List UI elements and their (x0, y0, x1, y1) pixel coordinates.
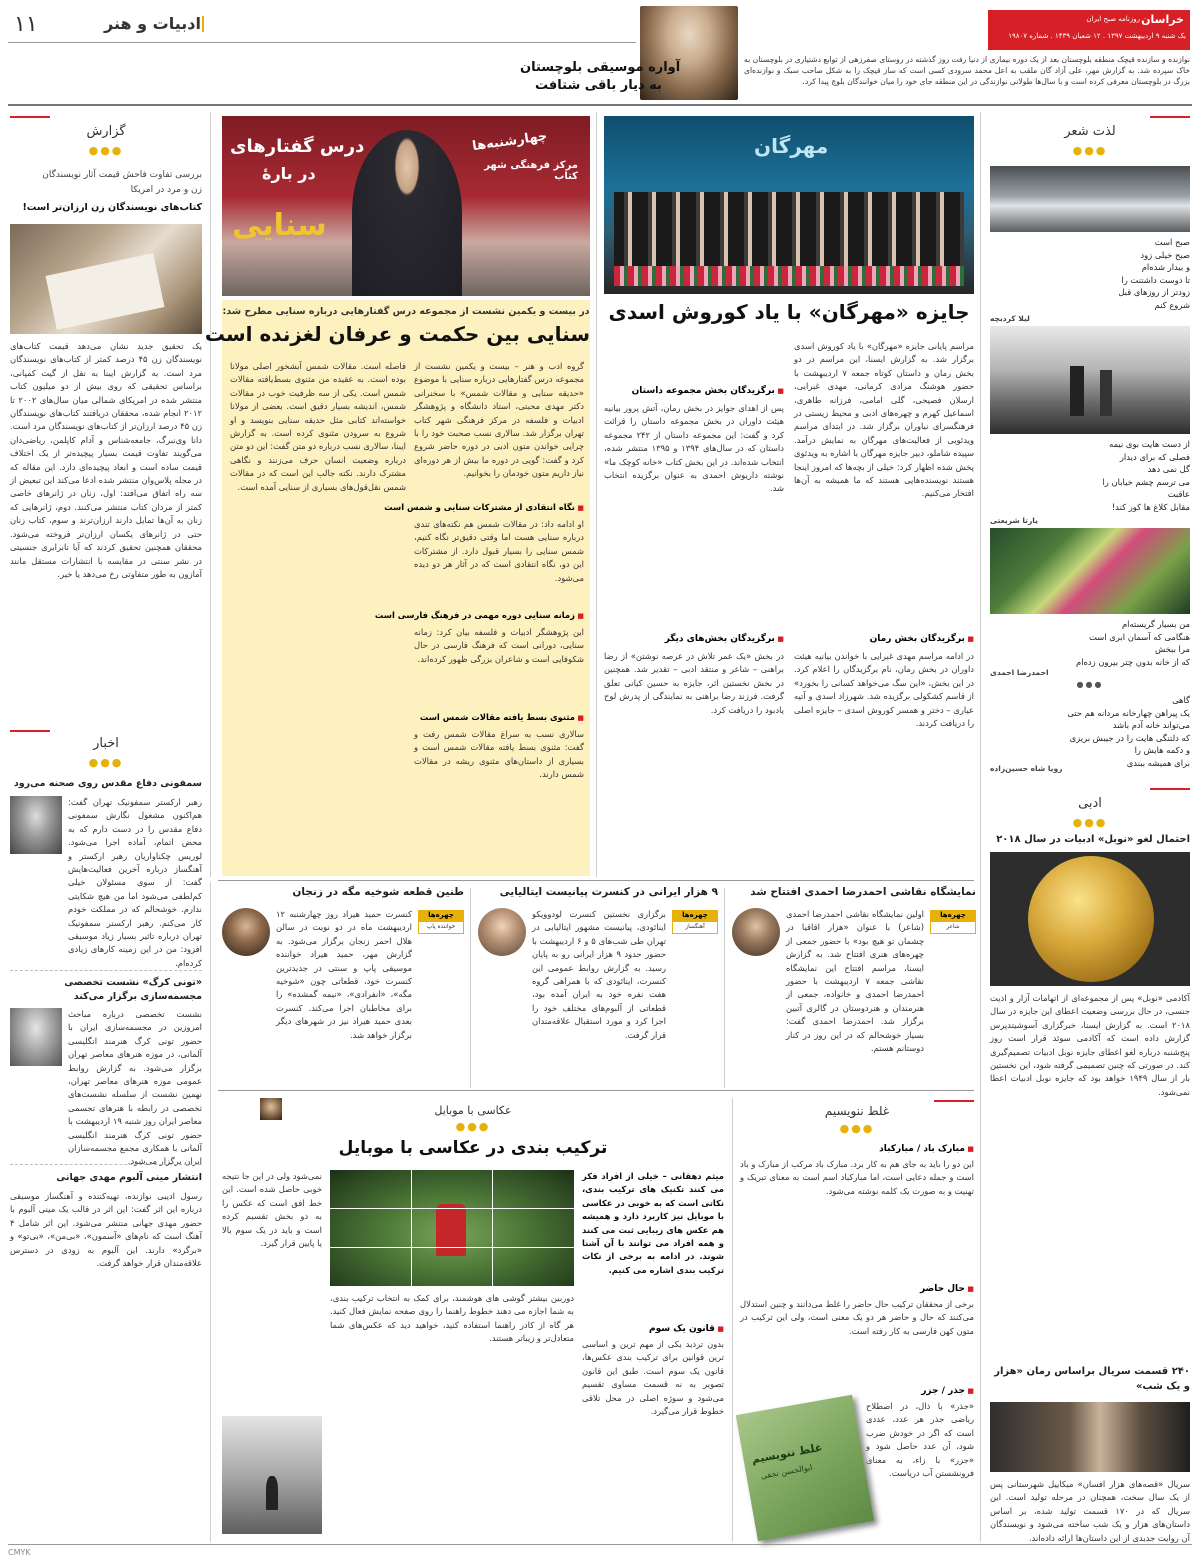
sanaei-box-body: فاصله است. مقالات شمس آبشخور اصلی مولانا بوده است. به عقیده من مثنوی بسط‌یافته مقالات شمس است. یکی از سه ظرفیت خوب در مقالات شمس، اندیشه بسیار دقیق است. بعضی از مولانا خواسته‌اند کتابی مثل حدیقه سنایی بنویسد و او شروع به سرودن مثنوی کرده است. به گزارش ایبنا، سالاری نسب درباره دو متن گفت: این دو متن درباره وضعیت انسان حرف می‌زنند و نگاهی مشترک دارند. نکته جالب این است که در مقالات شمس نقل‌قول‌های بسیاری از سنایی آمده است. (230, 361, 406, 492)
banner-text: سنایی (232, 208, 327, 243)
mehregan-body-3: پس از اهدای جوایز در بخش رمان، آتش پرور بیانیه هیئت داوران در بخش مجموعه داستان را قرائت کرد و گفت: این مجموعه داستان از ۲۴۲ مجموعه داستان که در سال‌های ۱۳۹۴ و ۱۳۹۵ منتشر شده، انتخاب شده‌اند. در این بخش کتاب «خانه کوچک ما» نوشته داریوش احمدی به عنوان برگزیده انتخاب شد. (604, 403, 784, 494)
book-cover (736, 1395, 874, 1542)
painting-news-title: نمایشگاه نقاشی احمدرضا احمدی افتتاح شد (750, 886, 976, 898)
ahmadi-photo (732, 908, 780, 956)
badge-sub: شاعر (930, 921, 976, 934)
mobile-body-3: نمی‌شود ولی در این جا نتیجه خوبی حاصل شده است. این خط افق است که عکس را به دو بخش تقسیم کرده است و باید در یک سوم بالا یا پایین قرار گیرد. (222, 1171, 322, 1249)
piano-news (478, 886, 718, 1086)
walker (1100, 370, 1112, 416)
col-divider (732, 1098, 733, 1542)
banner-text: مرکز فرهنگی شهر کتاب (484, 160, 578, 182)
top-rule (8, 104, 1192, 106)
mehregan-title: جایزه «مهرگان» با یاد کوروش اسدی (608, 300, 970, 324)
chekanavarian-photo (10, 796, 62, 854)
garden-photo (990, 528, 1190, 614)
red-marker (1150, 788, 1190, 790)
sanaei-body-4: سالاری نسب به سراغ مقالات شمس رفت و گفت: مثنوی بسط یافته مقالات شمس است و بسیاری از داستان‌های مثنوی ریشه در مقالات شمس دارند. (414, 729, 584, 780)
grid-line (492, 1170, 493, 1286)
col-divider (210, 882, 211, 1542)
mehregan-body-4: در بخش «یک عمر تلاش در عرصه نوشتن» از رضا براهنی – شاعر و منتقد ادبی – تقدیر شد. همچنین در بخش نخستین اثر، جایزه به حسین کیانی تعلق گرفت. فرزند رضا براهنی به نمایندگی از پدرش لوح یادبود را دریافت کرد. (604, 651, 784, 715)
walker (1070, 366, 1084, 416)
color-bar: CMYK (8, 1548, 31, 1557)
col-divider (210, 112, 211, 877)
badge-sub: آهنگساز (672, 921, 718, 934)
mehregan-body-2: در ادامه مراسم مهدی غبرایی با خواندن بیانیه هیئت داوران در بخش رمان، نام برگزیدگان را اعلام کرد. در این بخش، «این سگ می‌خواهد کسانی را بخورد» از قاسم کشکولی برگزیده شد. شهرزاد اسدی و آتیه عیاری – دختر و همسر کوروش اسدی – جایزه اصلی را دریافت کردند. (794, 651, 974, 729)
section-divider (202, 16, 204, 32)
col-divider (980, 112, 981, 1542)
poem-4: گاهی یک پیراهن چهارخانه مردانه هم حتی می‌تواند خانه آدم باشد که دلتنگی هایت را در جیبش بریزی و دکمه هایش را برای همیشه ببندی (1067, 695, 1190, 768)
ghalat-body-3: «جذر» با ذال، در اصطلاح ریاضی جذر هر عدد، عددی است که اگر در خودش ضرب شود، آن عدد حاصل شود و «جزر» با زاء، به معنای فرونشستن آب دریاست. (866, 1401, 974, 1479)
red-marker (10, 730, 50, 732)
news-2-title: «تونی کرگ» نشست تخصصی مجسمه‌سازی برگزار می‌کند (64, 977, 202, 1002)
painting-news-body: اولین نمایشگاه نقاشی احمدرضا احمدی (شاعر) با عنوان «هزار اقاقیا در چشمان تو هیچ بود» با حضور جمعی از چهره‌های هنری افتتاح شد. به گزارش ایسنا، مراسم افتتاح این نمایشگاه نقاشی جمعه ۷ اردیبهشت با حضور احمدرضا احمدی و خانواده، جمعی از هنرمندان و هنردوستان در گالری آتبین برگزار شد. احمدرضا احمدی گفت: بسیار خوشحالم که در این روز در کنار دوستانم هستم. (786, 909, 924, 1054)
ghalat-sub-2: ■ حال حاضر (920, 1284, 974, 1294)
grid-line (330, 1247, 574, 1248)
masthead (0, 0, 1200, 100)
news-2-body: نشست تخصصی درباره مباحث امروزین در مجسمه‌سازی ایران با حضور تونی کرگ هنرمند انگلیسی آلمانی، در موزه هنرهای معاصر تهران برگزار می‌شود. به گزارش روابط عمومی موزه هنرهای معاصر تهران، نهمین نشست از سلسله نشست‌های تخصصی در رابطه با هنرهای تجسمی معاصر ایران روز شنبه ۱۹ اردیبهشت با حضور تونی کرگ هنرمند انگلیسی آلمانی با همکاری مجمع مجسمه‌سازان ایران برگزار می‌شود. (68, 1009, 202, 1167)
mehregan-sub-other: ■ برگزیدگان بخش‌های دیگر (604, 634, 784, 644)
separator (10, 970, 202, 971)
director-photo (990, 1402, 1190, 1472)
left-column (10, 112, 202, 1542)
news-1-title: سمفونی دفاع مقدس روی صحنه می‌رود (13, 778, 202, 789)
lantern-photo (330, 1170, 574, 1286)
poem-2: از دست هایت بوی نیمه فصلی که برای دیدار گل نمی دهد می ترسم چشم خیابان را عاقبت مقابل کلاغ ها کور کند! (1102, 439, 1190, 512)
poem-3: من بسیار گریسته‌ام هنگامی که آسمان ابری است مرا ببخش که از خانه بدون چتر بیرون زده‌ام (1076, 619, 1190, 667)
report-subtitle-1: بررسی تفاوت فاحش قیمت آثار نویسندگان (42, 170, 202, 180)
red-marker (1150, 116, 1190, 118)
painting-news-body-cont (732, 970, 976, 1080)
banner-text: درس گفتارهای (230, 136, 365, 157)
sanaei-body-2: او ادامه داد: در مقالات شمس هم نکته‌های تندی درباره سنایی هست اما وقتی دقیق‌تر نگاه کنیم، شمس سنایی را بسیار قبول دارد. از مشترکات این دو، نگاه انتقادی است که در آثار هر دو دیده می‌شود. (414, 519, 584, 583)
bottom-title: ۲۴۰ قسمت سریال براساس رمان «هزار و یک شب» (994, 1366, 1190, 1392)
feature-title-2: به دیار باقی شتافت (535, 78, 662, 93)
paper-name: خراسان (1141, 13, 1184, 26)
banner-text: چهارشنبه‌ها (471, 128, 549, 155)
badge-label: چهره‌ها (682, 911, 708, 919)
report-body: یک تحقیق جدید نشان می‌دهد قیمت کتاب‌های نویسندگان زن ۴۵ درصد کمتر از کتاب‌های نویسندگان مرد است. به گزارش ایبنا به نقل از گیت کمپانی، براساس تحقیقی که روی بیش از دو میلیون کتاب منتشر شده در امریکای شمالی میان سال‌های ۲۰۰۲ تا ۲۰۱۲ انجام شده، محققان دریافتند کتاب‌های نویسندگان زن ۴۵ درصد ارزان‌تر از کتاب‌های نویسندگان مرد است. دانا وی‌نبرگ، جامعه‌شناس و آدام کاپلمن، ریاضی‌دان می‌گویند تفاوت قیمت بسیار پیچیده‌تر از یک اختلاف قیمت ساده است و ابعاد پیچیده‌ای دارد. این مقاله که در مجله پلاس‌وان منتشر شده ادعا می‌کند این تبعیض از سه راه اتفاق می‌افتد: اول، زنان در ژانرهای خاصی کمتر از مردان کتاب منتشر می‌کنند. دوم، ژانرهایی که زنان به آن‌ها تمایل دارند ارزان‌ترند و سوم، کتاب زنان حتی در ژانرهای یکسان ارزان‌تر فروخته می‌شود. محققان همچنین تحقیق کردند که آیا نابرابری جنسیتی در نشر سنتی در مقایسه با انتشارات مستقل مانند آمازون به طور متفاوتی رخ می‌دهد یا خیر. (10, 341, 202, 579)
sanaei-kicker: در بیست و یکمین نشست از مجموعه درس گفتارهایی درباره سنایی مطرح شد: (222, 306, 590, 317)
mehregan-body-1: مراسم پایانی جایزه «مهرگان» با یاد کوروش اسدی برگزار شد. به گزارش ایسنا، این مراسم در دو بخش رمان و داستان کوتاه جمعه ۷ اردیبهشت با حضور هوشنگ مرادی کرمانی، مهدی غبرایی، ارسلان فصیحی، گلی امامی، فرزانه طاهری، اسماعیل کهرم و چهره‌های ادبی و محیط زیستی در فرهنگسرای نیاوران برگزار شد. در ابتدای مراسم ویدئویی از فعالیت‌های مهرگان به نمایش درآمد. سپیده شاملو، دبیر جایزه مهرگان با اشاره به ویدئوی پخش شده اظهار کرد: خیلی از بچه‌ها که امروز اینجا هستند نویسنده‌هایی هستند که ما همیشه به آن‌ها افتخار می‌کنیم. (794, 341, 974, 499)
stage-caption: مهرگان (754, 134, 829, 158)
sanaei-body-1: گروه ادب و هنر – بیست و یکمین نشست از مجموعه درس گفتارهایی درباره سنایی با موضوع «حدیقه سنایی و مقالات شمس» با سخنرانی دکتر مهدی محبتی، استاد دانشگاه و پژوهشگر ادبیات و فلسفه در مرکز فرهنگی شهر کتاب تهران برگزار شد. سالاری نسب صحبت خود را با چرایی خواندن متون ادبی در دوره حاضر شروع کرد و گفت: گویی در دوره ما بیش از هر دوره‌ای نیاز داریم متون خودمان را بخوانیم. (414, 361, 584, 479)
paper-subtitle: روزنامه صبح ایران (1086, 15, 1140, 23)
report-title: کتاب‌های نویسندگان زن ارزان‌تر است! (22, 202, 202, 213)
news-3-title: انتشار مینی آلبوم مهدی جهانی (56, 1172, 202, 1183)
sanaei-sub-1: ■ نگاه انتقادی از مشترکات سنایی و شمس است (414, 502, 584, 512)
dots-decor: ●●● (1072, 816, 1108, 829)
bottom-body: سریال «قصه‌های هزار افسان» میکاییل شهرستانی پس از یک سال سخت، همچنان در مرحله تولید است. این سریال که در ۱۷۰ قسمت تولید شده، بر اساس داستان‌های هزار و یک شب ساخته می‌شود و نویسندگان آن روایت جدیدی از این داستان‌ها ارائه داده‌اند. (990, 1479, 1191, 1543)
yellow-box (204, 300, 590, 876)
street-photo (990, 326, 1190, 434)
poet-3: احمدرضا احمدی (990, 668, 1049, 677)
banner-text: در بارهٔ (262, 164, 316, 183)
paper-logo-box (988, 10, 1190, 50)
section-title: ادبیات و هنر (104, 14, 201, 33)
header-rule (8, 42, 636, 43)
bottom-rule (8, 1544, 1192, 1545)
news-kicker: اخبار (93, 736, 119, 751)
child-figure (266, 1476, 278, 1510)
grid-line (330, 1208, 574, 1209)
notebook-shape (45, 253, 164, 330)
mehregan-sub-story: ■ برگزیدگان بخش مجموعه داستان (604, 386, 784, 396)
ghalat-column (740, 1098, 974, 1538)
news-1-body-cont (10, 906, 202, 960)
lantern (436, 1204, 466, 1256)
ghalat-kicker: غلط ننویسیم (824, 1104, 890, 1118)
child-photo (222, 1416, 322, 1534)
mehregan-body-1b (604, 340, 784, 382)
col-divider (724, 888, 725, 1088)
feature-title-1: آواره موسیقی بلوچستان (520, 60, 681, 75)
tony-cragg-photo (10, 1008, 62, 1066)
mobile-body-2: دوربین بیشتر گوشی های هوشمند، برای کمک به انتخاب ترکیب بندی، به شما اجازه می دهند خطوط راهنما را روی صفحه نمایش فعال کنید. هر گاه از کادر راهنما استفاده کنید، خواهید دید که عکس‌های شما متعادل‌تر و زیباتر هستند. (330, 1293, 574, 1344)
mobile-article (222, 1098, 724, 1538)
book-title: غلط ننویسیم (750, 1440, 824, 1467)
faces-badge (418, 910, 464, 934)
sanaei-sub-3: ■ مثنوی بسط یافته مقالات شمس است (414, 712, 584, 722)
ghalat-sub-3: ■ جذر / جزر (921, 1386, 974, 1396)
zanjan-news-body: کنسرت حمید هیراد روز چهارشنبه ۱۲ اردیبهشت ماه در دو نوبت در سالن هلال احمر زنجان برگزار می‌شود. به گزارش مهر، حمید هیراد خواننده موسیقی پاپ و سنتی در جدیدترین کنسرت خود، قطعاتی چون «شوخیه مگه»، «انفرادی»، «نیمه گمشده» را برای مخاطبان اجرا می‌کند. کنسرت بعدی حمید هیراد نیز در شهرهای دیگر برگزار خواهد شد. (276, 909, 412, 1040)
painting-news (732, 886, 976, 1086)
mehregan-sub-novel: ■ برگزیدگان بخش رمان (794, 634, 974, 644)
mehregan-article (604, 116, 974, 876)
date-line: یک شنبه ۹ اردیبهشت ۱۳۹۷ . ۱۲ شعبان ۱۴۳۹ . شماره ۱۹۸۰۷ (1008, 32, 1186, 40)
col-divider (596, 112, 597, 877)
sanaei-sub-2: ■ زمانه سنایی دوره مهمی در فرهنگ فارسی است (414, 610, 584, 620)
nobel-medal-photo (990, 852, 1190, 986)
flowers (614, 266, 964, 286)
zanjan-news (222, 886, 464, 1086)
separator (10, 1164, 202, 1165)
red-marker (10, 116, 50, 118)
badge-label: چهره‌ها (940, 911, 966, 919)
hirad-photo (222, 908, 270, 956)
poetry-kicker: لذت شعر (1064, 124, 1116, 139)
row-divider (218, 1090, 974, 1091)
report-subtitle-2: زن و مرد در امریکا (130, 185, 202, 195)
poet-1: لیلا کردبچه (990, 314, 1030, 323)
sanaei-body-3: این پژوهشگر ادبیات و فلسفه بیان کرد: زمانه سنایی، دورانی است که فرهنگ فارسی در حال شکوفایی است و شاعران بزرگی ظهور کرده‌اند. (414, 627, 584, 664)
adabi-kicker: ادبی (1078, 796, 1102, 811)
news-1-body: رهبر ارکستر سمفونیک تهران گفت: هم‌اکنون مشغول نگارش سمفونی دفاع مقدس را در دست دارم که به محض اتمام، آماده اجرا می‌شود. لوریس چکناواریان رهبر ارکستر و آهنگساز درباره آخرین فعالیت‌هایش گفت: از سوی مسئولان خیلی کم‌لطفی می‌شود اما من هیچ شکایتی ندارم. خوشحالم که در مملکت خودم کار می‌کنم. رهبر ارکستر سمفونیک تهران درباره تاثیر بسیار زیاد موسیقی افزود: من در این زمینه کارهای زیادی کرده‌ام. (68, 797, 202, 968)
sanaei-article (204, 116, 590, 876)
piano-news-body: برگزاری نخستین کنسرت لودوویکو اینائودی، پیانیست مشهور ایتالیایی در تهران طی شب‌های ۵ و ۶ اردیبهشت با حضور حدود ۹ هزار ایرانی رو به پایان رسید. به گزارش روابط عمومی این کنسرت، اینائودی که با همراهی گروه هفت نفره خود به ایران آمده بود، قطعاتی از آلبوم‌های مختلف خود را اجرا کرد و مورد استقبال علاقه‌مندان قرار گرفت. (532, 909, 667, 1040)
dots-decor: ●●● (88, 756, 124, 769)
page-number: ۱۱ (14, 12, 38, 37)
faces-badge (930, 910, 976, 934)
medal (1028, 856, 1154, 982)
ghalat-body-2: برخی از محققان ترکیب حال حاضر را غلط می‌دانند و چنین استدلال می‌کنند که حال و حاضر هر دو یک معنی است، ولی این ترکیب در متون کهن فارسی به کار رفته است. (740, 1299, 974, 1336)
mobile-body-1: بدون تردید یکی از مهم ترین و اساسی ترین قوانین برای ترکیب بندی عکس‌ها، قانون یک سوم است. طبق این قانون تصویر به نه قسمت مساوی تقسیم می‌شود و سوژه اصلی در محل تلاقی خطوط قرار می‌گیرد. (582, 1339, 724, 1417)
einaudi-photo (478, 908, 526, 956)
faces-badge (672, 910, 718, 934)
red-marker (934, 1100, 974, 1102)
grid-line (411, 1170, 412, 1286)
dots-decor: ●●● (1072, 144, 1108, 157)
ceremony-photo (604, 116, 974, 294)
zanjan-news-title: طنین قطعه شوخیه مگه در زنجان (292, 886, 464, 898)
dots-decor: ●●● (839, 1122, 875, 1135)
dots-decor: ●●● (88, 144, 124, 157)
ghalat-sub-1: ■ مبارک باد / مبارکباد (879, 1144, 974, 1154)
poem-1: صبح است صبح خیلی زود و بیدار شده‌ام تا دوست داشتنت را زودتر از روزهای قبل شروع کنم (1118, 237, 1190, 310)
report-kicker: گزارش (86, 124, 126, 139)
mobile-body-2b (330, 1402, 574, 1534)
poet-2: یارتا شریعتی (990, 516, 1038, 525)
col-divider (470, 888, 471, 1088)
ghalat-body-1: این دو را باید به جای هم به کار برد. مبارک باد مرکب از مبارک و باد است و جمله دعایی است، اما مبارکباد اسم است به معنای تبریک و تهنیت و به صورت یک کلمه نوشته می‌شود. (740, 1159, 974, 1196)
mobile-kicker: عکاسی با موبایل (434, 1104, 512, 1117)
feature-text: نوازنده و سازنده قیچک منطقه بلوچستان بعد از یک دوره بیماری از دنیا رفت روز گذشته در روستای صفرزهی از توابع دشتیاری در بلوچستان به خاک سپرده شد. به گزارش مهر، علی آزاد گان ملقب به اعل محمد سرودی کسی است که ساز قیچک را به شکل صاحب سبک و نوازنده‌ای بزرگ در بلوچستان معرفی کرده است و با سال‌ها طولانی نوازندگی در این منطقه جای خود را میان خوانندگان بلوچ پیدا کرد. (744, 55, 1190, 86)
news-3-body: رسول ادیبی نوازنده، تهیه‌کننده و آهنگساز موسیقی درباره این اثر گفت: این اثر در قالب یک مینی آلبوم با حضور مهدی جهانی منتشر می‌شود. این اثر شامل ۴ آهنگ است که نام‌های «آسمون»، «بی‌من»، «بی‌تو» و «برگرد» دارند. این آلبوم به زودی در دسترس علاقه‌مندان قرار خواهد گرفت. (10, 1191, 202, 1269)
dots-decor: ●●● (1076, 680, 1104, 689)
mobile-title: ترکیب بندی در عکاسی با موبایل (338, 1138, 608, 1158)
right-column (990, 112, 1190, 1542)
row-divider (218, 880, 974, 881)
sky-photo (990, 166, 1190, 232)
poet-4: رویا شاه حسین‌زاده (990, 764, 1063, 773)
badge-label: چهره‌ها (428, 911, 454, 919)
book-author: ابوالحسن نجفی (759, 1462, 814, 1481)
mobile-sub-1: ■ قانون یک سوم (649, 1324, 724, 1334)
sanaei-title: سنایی بین حکمت و عرفان لغزنده است (204, 322, 590, 346)
writing-photo (10, 224, 202, 334)
adabi-body: آکادمی «نوبل» پس از مجموعه‌ای از اتهامات آزار و اذیت جنسی، در حال بررسی وضعیت اعطای این جایزه در سال ۲۰۱۸ است. به گزارش ایسنا، خبرگزاری آسوشیتدپرس گزارش داده است که آکادمی سوئد قرار است روز پنج‌شنبه درباره لغو اعطای جایزه نوبل ادبیات تصمیم‌گیری کند. در صورتی که چنین تصمیمی گرفته شود، این نخستین بار از سال ۱۹۴۹ خواهد بود که جایزه نوبل ادبیات اعطا نمی‌شود. (990, 993, 1190, 1097)
speaker-figure (352, 130, 462, 296)
mobile-lead: میثم دهقانی – خیلی از افراد فکر می کنند تکنیک های ترکیب بندی، نکاتی است که به خوبی در عکاسی با موبایل نیز کاربرد دارد و همیشه هم عکس های زیبایی ثبت می کنند و همه افراد می توانند با آن آشنا شوند. در ادامه به برخی از نکات ترکیب بندی اشاره می کنیم. (582, 1171, 724, 1275)
badge-sub: خواننده پاپ (418, 921, 464, 934)
adabi-title: احتمال لغو «نوبل» ادبیات در سال ۲۰۱۸ (996, 834, 1190, 845)
piano-news-title: ۹ هزار ایرانی در کنسرت پیانیست ایتالیایی (499, 886, 718, 898)
dots-decor: ●●● (455, 1120, 491, 1133)
lecture-photo (222, 116, 590, 296)
